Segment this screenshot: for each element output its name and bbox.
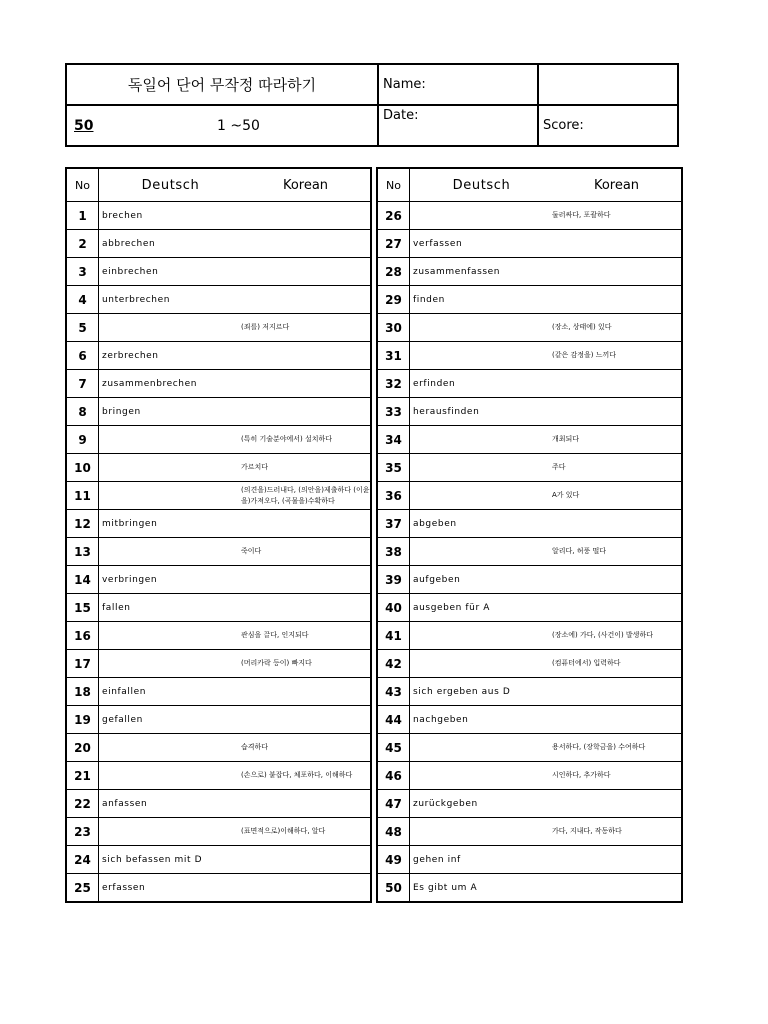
deutsch-cell[interactable] [410, 762, 551, 790]
row-number: 39 [377, 566, 410, 594]
deutsch-cell[interactable] [410, 818, 551, 846]
korean-cell: (장소, 상태에) 있다 [550, 314, 682, 342]
deutsch-cell[interactable] [99, 818, 240, 846]
row-number: 44 [377, 706, 410, 734]
deutsch-cell[interactable] [410, 202, 551, 230]
deutsch-cell: abbrechen [99, 230, 240, 258]
korean-cell: 개최되다 [550, 426, 682, 454]
table-row [377, 538, 682, 566]
korean-cell: (의견을)드러내다, (의안을)제출하다 (이윤을)가져오다, (곡물을)수확하다 [239, 482, 371, 510]
korean-cell[interactable] [239, 678, 371, 706]
korean-cell[interactable] [239, 398, 371, 426]
korean-cell[interactable] [550, 510, 682, 538]
word-table-right [376, 167, 683, 903]
deutsch-cell: zurückgeben [410, 790, 551, 818]
table-row [66, 314, 371, 342]
deutsch-cell: anfassen [99, 790, 240, 818]
deutsch-cell[interactable] [410, 454, 551, 482]
deutsch-cell[interactable] [99, 538, 240, 566]
korean-cell[interactable] [239, 230, 371, 258]
korean-cell[interactable] [550, 874, 682, 903]
korean-cell: (죄를) 저지르다 [239, 314, 371, 342]
korean-cell[interactable] [239, 846, 371, 874]
col-header-deutsch: Deutsch [410, 168, 551, 202]
worksheet-header [65, 63, 679, 147]
row-number: 20 [66, 734, 99, 762]
table-row [377, 734, 682, 762]
row-number: 13 [66, 538, 99, 566]
deutsch-cell: zusammenbrechen [99, 370, 240, 398]
row-number: 6 [66, 342, 99, 370]
row-number: 16 [66, 622, 99, 650]
row-number: 22 [66, 790, 99, 818]
deutsch-cell: finden [410, 286, 551, 314]
deutsch-cell: zerbrechen [99, 342, 240, 370]
row-number: 19 [66, 706, 99, 734]
deutsch-cell[interactable] [99, 482, 240, 510]
table-row [66, 202, 371, 230]
row-number: 5 [66, 314, 99, 342]
row-number: 18 [66, 678, 99, 706]
row-number: 31 [377, 342, 410, 370]
table-row [66, 538, 371, 566]
table-row [377, 706, 682, 734]
deutsch-cell[interactable] [410, 426, 551, 454]
table-row [377, 398, 682, 426]
korean-cell: (컴퓨터에서) 입력하다 [550, 650, 682, 678]
table-row [66, 874, 371, 903]
table-row [66, 678, 371, 706]
row-number: 24 [66, 846, 99, 874]
col-header-no: No [66, 168, 99, 202]
table-row [66, 230, 371, 258]
deutsch-cell: erfinden [410, 370, 551, 398]
table-row [66, 566, 371, 594]
table-row [377, 650, 682, 678]
deutsch-cell: gehen inf [410, 846, 551, 874]
table-row [66, 510, 371, 538]
deutsch-cell: sich ergeben aus D [410, 678, 551, 706]
deutsch-cell: brechen [99, 202, 240, 230]
table-row [377, 286, 682, 314]
korean-cell: 관심을 끌다, 인지되다 [239, 622, 371, 650]
table-row [66, 286, 371, 314]
deutsch-cell: aufgeben [410, 566, 551, 594]
deutsch-cell[interactable] [99, 314, 240, 342]
table-row [66, 426, 371, 454]
table-row [377, 314, 682, 342]
word-range: 1 ~50 [217, 118, 260, 134]
deutsch-cell: gefallen [99, 706, 240, 734]
deutsch-cell[interactable] [410, 482, 551, 510]
table-row [66, 790, 371, 818]
table-row [66, 342, 371, 370]
row-number: 12 [66, 510, 99, 538]
korean-cell[interactable] [239, 342, 371, 370]
table-row [377, 622, 682, 650]
korean-cell[interactable] [550, 566, 682, 594]
table-row [66, 818, 371, 846]
korean-cell[interactable] [239, 510, 371, 538]
row-number: 32 [377, 370, 410, 398]
korean-cell[interactable] [550, 790, 682, 818]
korean-cell[interactable] [239, 286, 371, 314]
korean-cell[interactable] [550, 594, 682, 622]
table-row [66, 454, 371, 482]
deutsch-cell: sich befassen mit D [99, 846, 240, 874]
table-row [377, 762, 682, 790]
deutsch-cell: einfallen [99, 678, 240, 706]
table-row [377, 482, 682, 510]
col-header-korean: Korean [239, 168, 371, 202]
table-row [377, 342, 682, 370]
row-number: 14 [66, 566, 99, 594]
table-row [377, 370, 682, 398]
table-row [66, 762, 371, 790]
row-number: 34 [377, 426, 410, 454]
table-row [377, 454, 682, 482]
deutsch-cell: bringen [99, 398, 240, 426]
table-row [377, 426, 682, 454]
deutsch-cell[interactable] [410, 342, 551, 370]
table-row [66, 258, 371, 286]
korean-cell[interactable] [239, 594, 371, 622]
date-label: Date: [379, 106, 539, 145]
korean-cell: (특히 기술분야에서) 설치하다 [239, 426, 371, 454]
row-number: 47 [377, 790, 410, 818]
korean-cell: 시인하다, 추가하다 [550, 762, 682, 790]
table-row [66, 398, 371, 426]
row-number: 9 [66, 426, 99, 454]
row-number: 1 [66, 202, 99, 230]
deutsch-cell: erfassen [102, 882, 146, 893]
deutsch-cell: herausfinden [410, 398, 551, 426]
word-table-left [65, 167, 372, 903]
korean-cell[interactable] [550, 846, 682, 874]
deutsch-cell: abgeben [410, 510, 551, 538]
table-row [66, 622, 371, 650]
korean-cell: A가 있다 [550, 482, 682, 510]
table-row [377, 818, 682, 846]
row-number: 26 [377, 202, 410, 230]
table-row [377, 594, 682, 622]
korean-cell: (같은 감정을) 느끼다 [550, 342, 682, 370]
korean-cell[interactable] [550, 258, 682, 286]
deutsch-cell: unterbrechen [99, 286, 240, 314]
deutsch-cell[interactable] [99, 426, 240, 454]
row-number: 23 [66, 818, 99, 846]
row-number: 27 [377, 230, 410, 258]
row-number: 21 [66, 762, 99, 790]
row-number: 8 [66, 398, 99, 426]
korean-cell: 주다 [550, 454, 682, 482]
row-number: 17 [66, 650, 99, 678]
deutsch-cell: verbringen [99, 566, 240, 594]
table-row [66, 650, 371, 678]
table-row [377, 790, 682, 818]
korean-cell[interactable] [550, 398, 682, 426]
table-row [66, 846, 371, 874]
col-header-deutsch: Deutsch [99, 168, 240, 202]
row-number: 41 [377, 622, 410, 650]
worksheet-title: 독일어 단어 무작정 따라하기 [67, 65, 379, 106]
word-count-cell [67, 106, 379, 145]
korean-cell[interactable] [550, 706, 682, 734]
table-row [66, 706, 371, 734]
table-row [66, 482, 371, 510]
row-number: 35 [377, 454, 410, 482]
row-number: 3 [66, 258, 99, 286]
korean-cell[interactable] [550, 370, 682, 398]
row-number: 45 [377, 734, 410, 762]
deutsch-cell[interactable] [99, 762, 240, 790]
korean-cell: (손으로) 붙잡다, 체포하다, 이해하다 [239, 762, 371, 790]
row-number: 46 [377, 762, 410, 790]
korean-cell[interactable] [550, 230, 682, 258]
korean-cell[interactable] [550, 286, 682, 314]
deutsch-cell: Es gibt um A [413, 882, 478, 893]
col-header-no: No [377, 168, 410, 202]
row-number: 43 [377, 678, 410, 706]
deutsch-cell[interactable] [410, 650, 551, 678]
deutsch-cell: nachgeben [410, 706, 551, 734]
row-number: 48 [377, 818, 410, 846]
korean-cell[interactable] [239, 370, 371, 398]
deutsch-cell[interactable] [99, 734, 240, 762]
korean-cell[interactable] [239, 202, 371, 230]
deutsch-cell[interactable] [99, 650, 240, 678]
table-row [66, 594, 371, 622]
korean-cell: (표면적으로)이해하다, 알다 [239, 818, 371, 846]
row-number: 33 [377, 398, 410, 426]
table-row [377, 566, 682, 594]
korean-cell: 가르치다 [239, 454, 371, 482]
row-number: 50 [377, 874, 410, 903]
row-number: 29 [377, 286, 410, 314]
deutsch-cell: ausgeben für A [410, 594, 551, 622]
deutsch-cell: einbrechen [99, 258, 240, 286]
korean-cell: 죽이다 [239, 538, 371, 566]
row-number: 30 [377, 314, 410, 342]
korean-cell[interactable] [239, 258, 371, 286]
row-number: 15 [66, 594, 99, 622]
korean-cell[interactable] [239, 566, 371, 594]
korean-cell: (머리카락 등이) 빠지다 [239, 650, 371, 678]
korean-cell: 가다, 지내다, 작동하다 [550, 818, 682, 846]
deutsch-cell: mitbringen [99, 510, 240, 538]
row-number: 28 [377, 258, 410, 286]
korean-cell[interactable] [239, 706, 371, 734]
score-label: Score: [543, 118, 584, 133]
row-number: 11 [66, 482, 99, 510]
row-number: 36 [377, 482, 410, 510]
table-row [377, 874, 682, 903]
table-row [377, 510, 682, 538]
row-number: 10 [66, 454, 99, 482]
row-number: 7 [66, 370, 99, 398]
table-row [377, 258, 682, 286]
row-number: 37 [377, 510, 410, 538]
korean-cell: 습격하다 [239, 734, 371, 762]
row-number: 25 [66, 874, 99, 903]
table-row [377, 230, 682, 258]
table-row [377, 678, 682, 706]
korean-cell[interactable] [239, 874, 371, 903]
korean-cell: 용서하다, (장학금을) 수여하다 [550, 734, 682, 762]
deutsch-cell[interactable] [410, 314, 551, 342]
col-header-korean: Korean [550, 168, 682, 202]
deutsch-cell: verfassen [410, 230, 551, 258]
row-number: 4 [66, 286, 99, 314]
deutsch-cell: zusammenfassen [410, 258, 551, 286]
deutsch-cell[interactable] [99, 622, 240, 650]
deutsch-cell: fallen [99, 594, 240, 622]
korean-cell: 둘러싸다, 포괄하다 [550, 202, 682, 230]
korean-cell: 알리다, 허풍 떨다 [550, 538, 682, 566]
row-number: 38 [377, 538, 410, 566]
korean-cell[interactable] [550, 678, 682, 706]
korean-cell: (장소에) 가다, (사건이) 발생하다 [550, 622, 682, 650]
table-row [66, 734, 371, 762]
row-number: 2 [66, 230, 99, 258]
name-field[interactable] [539, 65, 677, 106]
row-number: 42 [377, 650, 410, 678]
name-label: Name: [379, 65, 539, 106]
word-count: 50 [74, 118, 94, 134]
table-row [377, 846, 682, 874]
deutsch-cell[interactable] [410, 622, 551, 650]
deutsch-cell[interactable] [99, 454, 240, 482]
table-row [66, 370, 371, 398]
deutsch-cell[interactable] [410, 538, 551, 566]
row-number: 40 [377, 594, 410, 622]
row-number: 49 [377, 846, 410, 874]
table-row [377, 202, 682, 230]
deutsch-cell[interactable] [410, 734, 551, 762]
korean-cell[interactable] [239, 790, 371, 818]
